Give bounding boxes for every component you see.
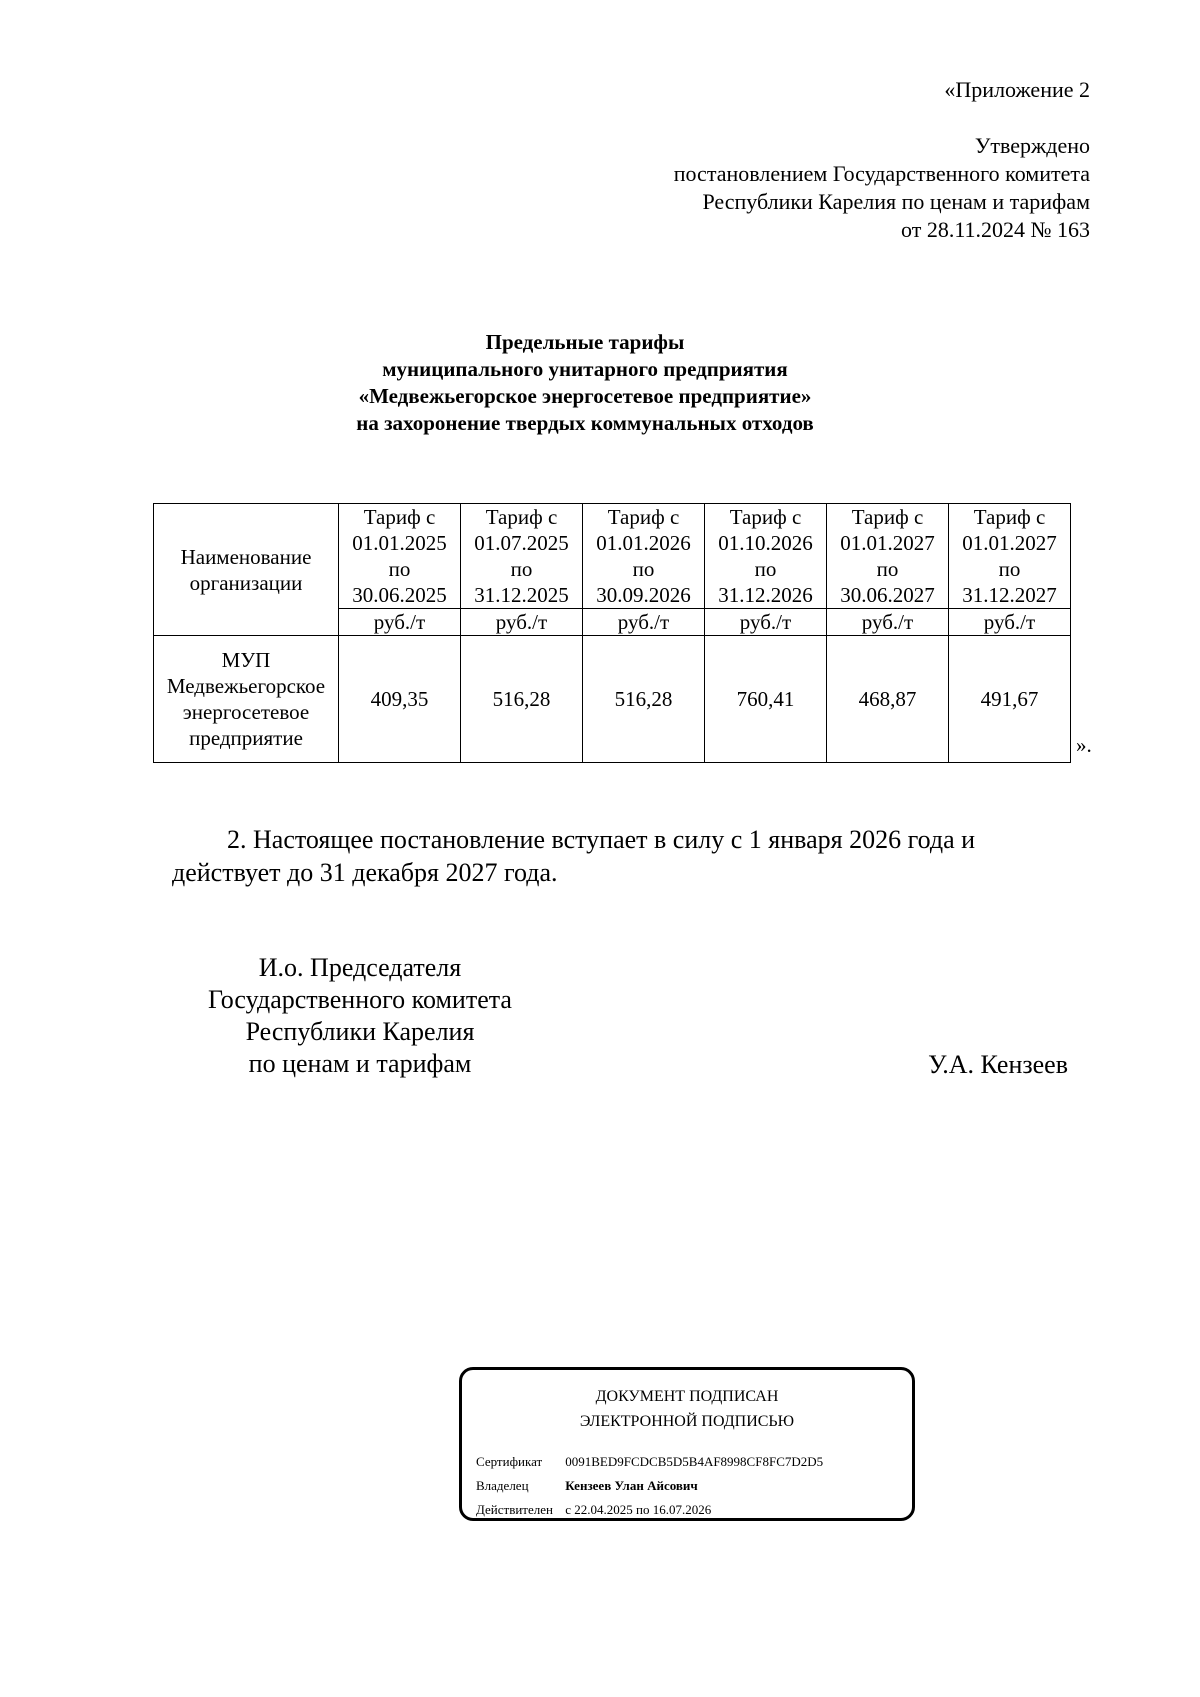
closing-quote: ». <box>1076 733 1092 757</box>
stamp-owner-row <box>476 1478 698 1494</box>
unit-cell: руб./т <box>949 609 1071 636</box>
period-header-cell: Тариф с 01.01.2025 по 30.06.2025 <box>339 504 461 609</box>
certificate-label: Сертификат <box>476 1454 543 1469</box>
tariff-value-cell: 516,28 <box>583 636 705 763</box>
signer-name: У.А. Кензеев <box>928 1050 1068 1079</box>
title-line: муниципального унитарного предприятия <box>382 357 788 381</box>
table-header-row <box>154 504 1071 609</box>
period-header-cell: Тариф с 01.10.2026 по 31.12.2026 <box>705 504 827 609</box>
unit-cell: руб./т <box>583 609 705 636</box>
appendix-label: «Приложение 2 <box>944 77 1090 102</box>
title-line: на захоронение твердых коммунальных отходов <box>356 411 814 435</box>
approval-line: Утверждено <box>974 133 1090 158</box>
approval-line: постановлением Государственного комитета <box>673 161 1090 186</box>
unit-cell: руб./т <box>339 609 461 636</box>
period-header-cell: Тариф с 01.01.2027 по 30.06.2027 <box>827 504 949 609</box>
certificate-value: 0091BED9FCDCB5D5B4AF8998CF8FC7D2D5 <box>565 1454 824 1469</box>
org-name-cell: МУП Медвежьегорское энергосетевое предприятие <box>154 636 339 763</box>
validity-label: Действителен <box>476 1502 553 1517</box>
period-header-cell: Тариф с 01.01.2027 по 31.12.2027 <box>949 504 1071 609</box>
tariff-value-cell: 760,41 <box>705 636 827 763</box>
period-header-cell: Тариф с 01.01.2026 по 30.09.2026 <box>583 504 705 609</box>
tariff-value-cell: 516,28 <box>461 636 583 763</box>
approval-line: от 28.11.2024 № 163 <box>901 217 1090 242</box>
position-line: по ценам и тарифам <box>248 1049 472 1078</box>
table-row <box>154 636 1071 763</box>
tariff-table <box>153 503 1071 763</box>
position-line: И.о. Председателя <box>258 953 462 982</box>
approval-block <box>674 132 1090 244</box>
effective-date-clause: 2. Настоящее постановление вступает в силу с 1 января 2026 года и действует до 31 декабря 2027 года. <box>172 825 976 887</box>
tariff-value-cell: 468,87 <box>827 636 949 763</box>
org-header-cell: Наименование организации <box>154 504 339 636</box>
validity-value: с 22.04.2025 по 16.07.2026 <box>565 1502 712 1517</box>
electronic-signature-stamp <box>459 1367 915 1521</box>
title-line: «Медвежьегорское энергосетевое предприятие» <box>358 384 812 408</box>
stamp-certificate-row <box>476 1454 823 1470</box>
tariff-value-cell: 409,35 <box>339 636 461 763</box>
owner-value: Кензеев Улан Айсович <box>565 1478 698 1493</box>
owner-label: Владелец <box>476 1478 529 1493</box>
position-line: Государственного комитета <box>208 985 512 1014</box>
stamp-heading: ДОКУМЕНТ ПОДПИСАН ЭЛЕКТРОННОЙ ПОДПИСЬЮ <box>579 1388 795 1430</box>
unit-cell: руб./т <box>461 609 583 636</box>
period-header-cell: Тариф с 01.07.2025 по 31.12.2025 <box>461 504 583 609</box>
unit-cell: руб./т <box>705 609 827 636</box>
approval-line: Республики Карелия по ценам и тарифам <box>702 189 1090 214</box>
position-line: Республики Карелия <box>245 1017 475 1046</box>
title-line: Предельные тарифы <box>485 330 685 354</box>
stamp-validity-row <box>476 1502 711 1518</box>
unit-cell: руб./т <box>827 609 949 636</box>
document-title <box>152 329 1018 437</box>
tariff-value-cell: 491,67 <box>949 636 1071 763</box>
signatory-position <box>180 952 540 1080</box>
